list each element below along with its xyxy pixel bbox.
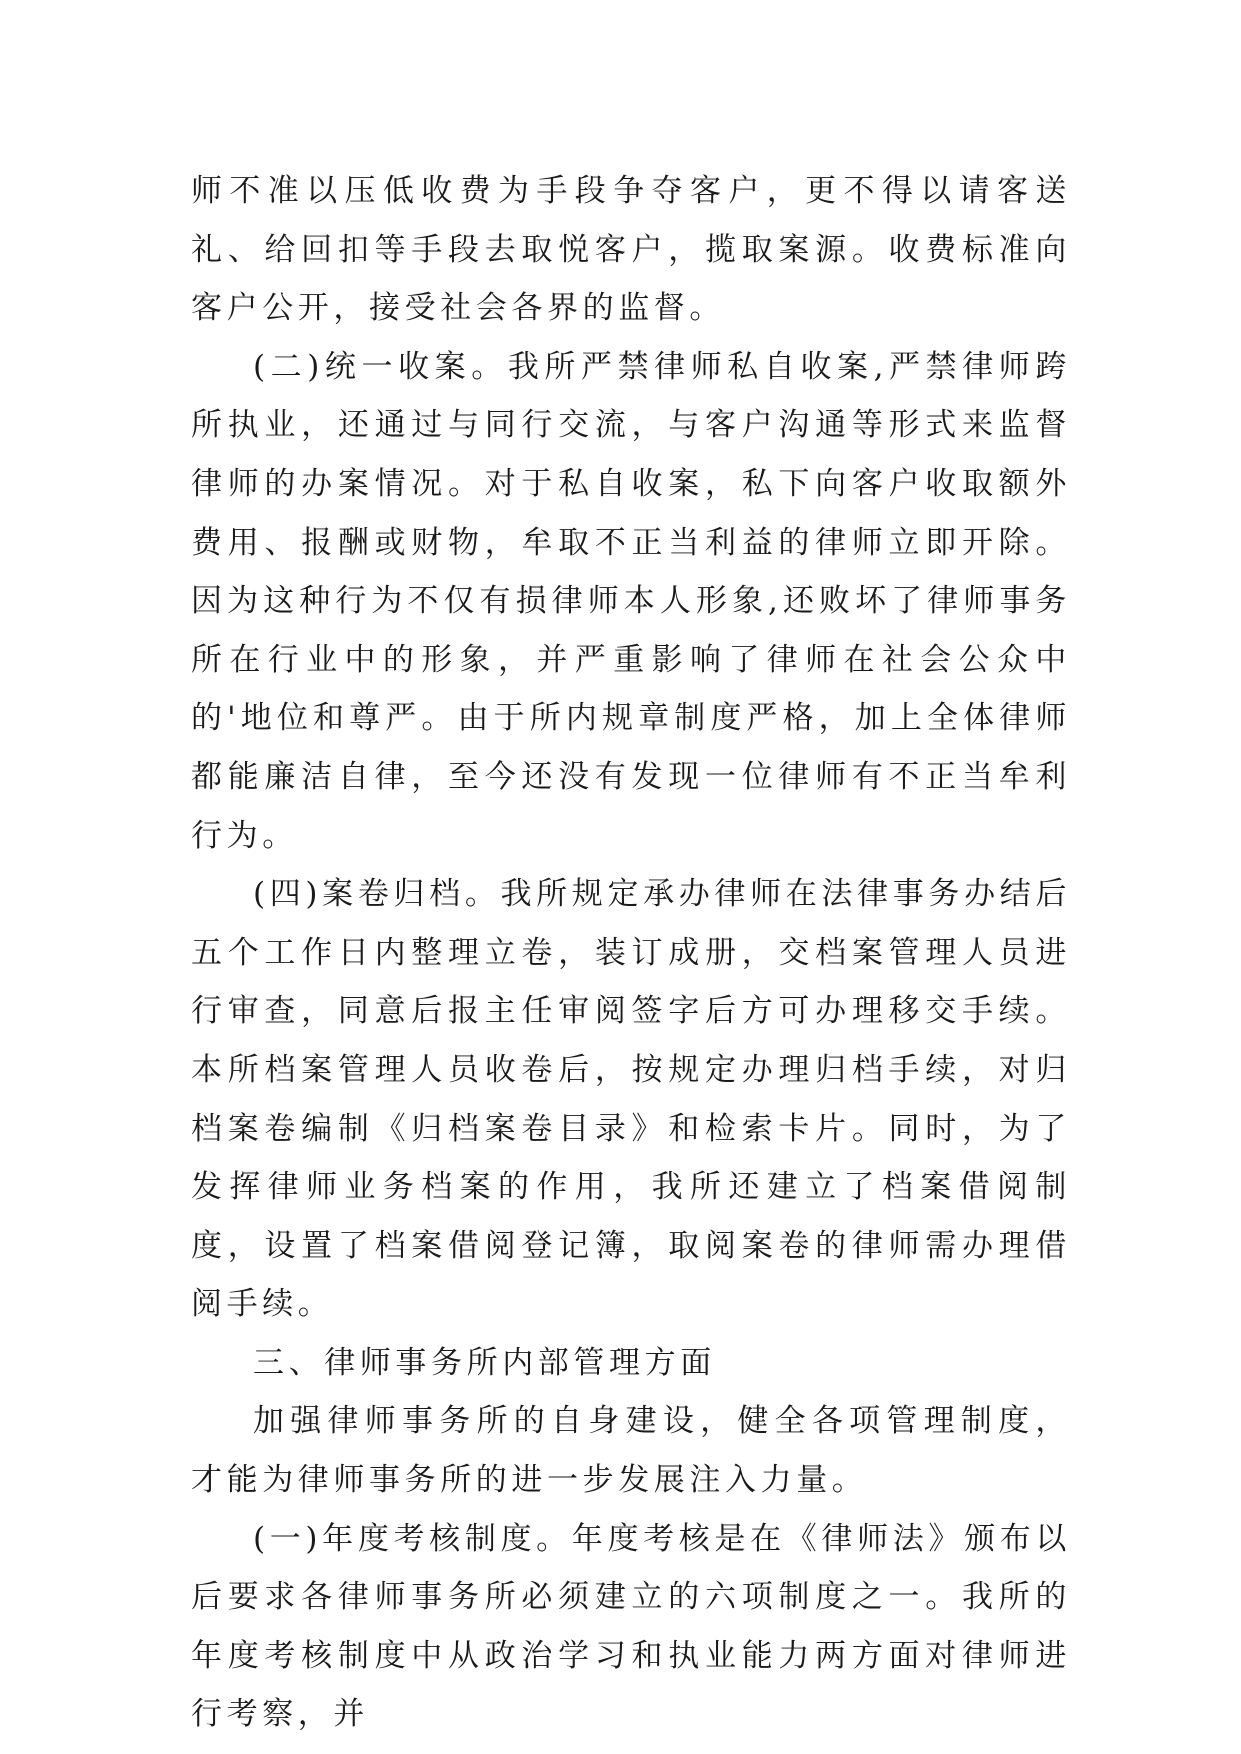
paragraph-self-building: 加强律师事务所的自身建设，健全各项管理制度，才能为律师事务所的进一步发展注入力量。 [191, 1403, 1071, 1499]
section-heading-internal-management: 三、律师事务所内部管理方面 [253, 1344, 716, 1381]
document-body [191, 162, 1071, 1744]
paragraph-case-filing: (四)案卷归档。我所规定承办律师在法律事务办结后五个工作日内整理立卷，装订成册，交档案管理人员进行审查，同意后报主任审阅签字后方可办理移交手续。本所档案管理人员收卷后，按规定办理归档手续，对归档案卷编制《归档案卷目录》和检索卡片。同时，为了发挥律师业务档案的作用，我所还建立了档案借阅制度，设置了档案借阅登记簿，取阅案卷的律师需办理借阅手续。 [191, 876, 1071, 1323]
paragraph-fee-continuation: 师不准以压低收费为手段争夺客户，更不得以请客送礼、给回扣等手段去取悦客户，揽取案源。收费标准向客户公开，接受社会各界的监督。 [191, 173, 1071, 327]
paragraph-annual-review: (一)年度考核制度。年度考核是在《律师法》颁布以后要求各律师事务所必须建立的六项制度之一。我所的年度考核制度中从政治学习和执业能力两方面对律师进行考察，并 [191, 1520, 1071, 1733]
paragraph-unified-case-intake: (二)统一收案。我所严禁律师私自收案,严禁律师跨所执业，还通过与同行交流，与客户沟通等形式来监督律师的办案情况。对于私自收案，私下向客户收取额外费用、报酬或财物，牟取不正当利益的律师立即开除。因为这种行为不仅有损律师本人形象,还败坏了律师事务所在行业中的形象，并严重影响了律师在社会公众中的'地位和尊严。由于所内规章制度严格，加上全体律师都能廉洁自律，至今还没有发现一位律师有不正当牟利行为。 [191, 348, 1071, 854]
